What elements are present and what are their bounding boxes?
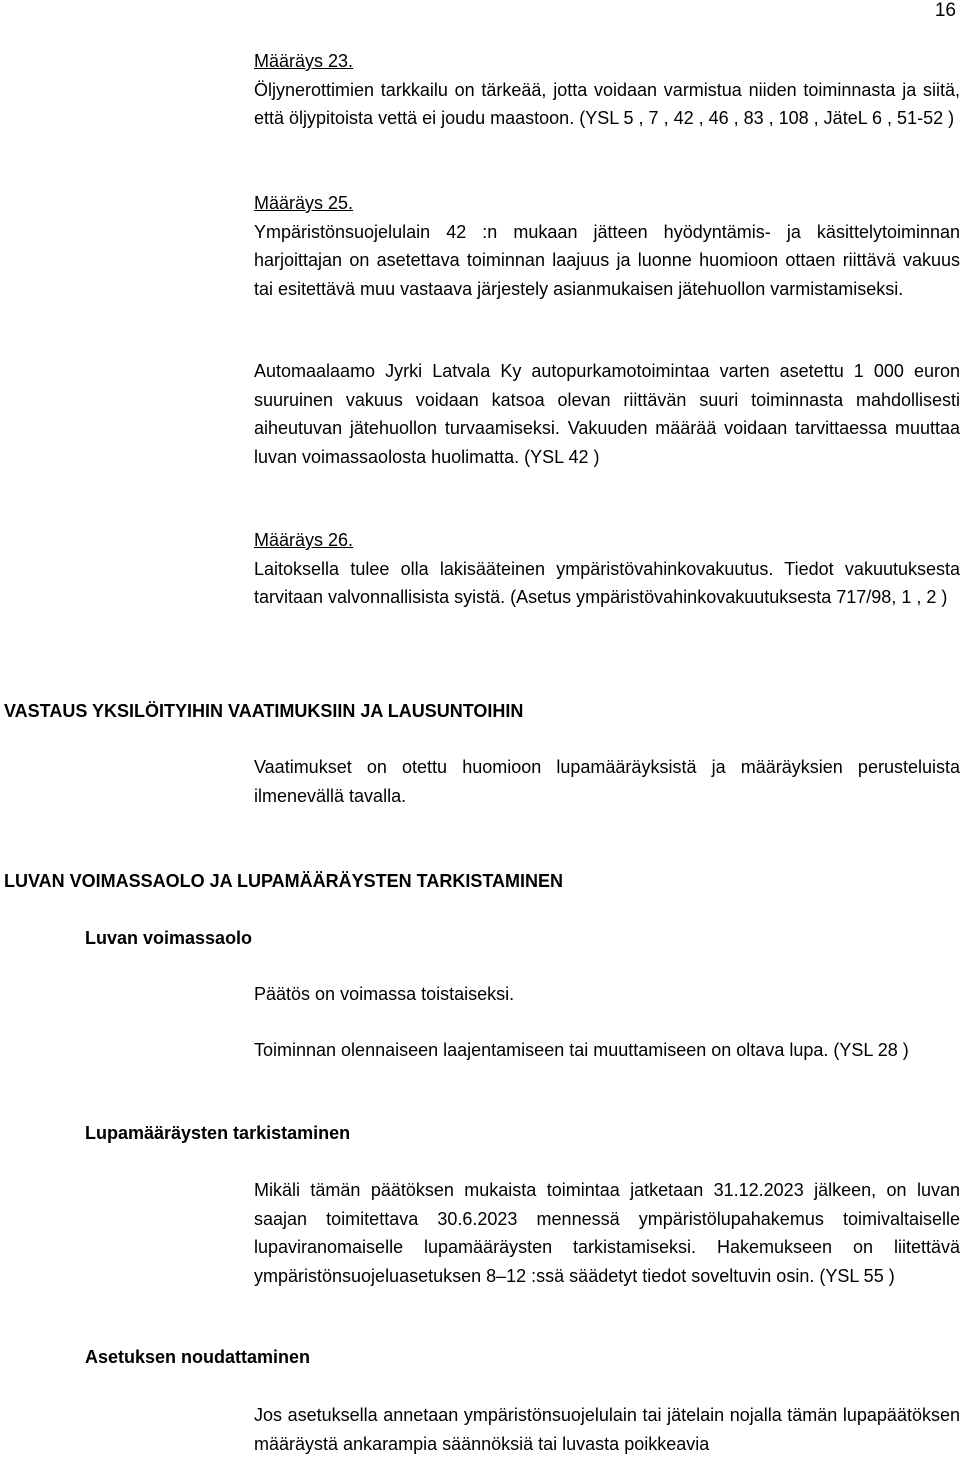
- luvan-heading: LUVAN VOIMASSAOLO JA LUPAMÄÄRÄYSTEN TARKISTAMINEN: [4, 871, 564, 891]
- maarays-26-text: Laitoksella tulee olla lakisääteinen ympäristövahinkovakuutus. Tiedot vakuutuksesta tarvitaan valvonnallisista syistä. (Asetus ympäristövahinkovakuutuksesta 717/98, 1 , 2 ): [254, 558, 960, 608]
- maarays-23-title: Määräys 23.: [254, 51, 354, 71]
- maarays-26-section: [254, 526, 960, 612]
- tarkistaminen-text-block: [254, 1176, 960, 1291]
- luvan-voimassaolo-heading: Luvan voimassaolo: [85, 928, 253, 948]
- maarays-23-text: Öljynerottimien tarkkailu on tärkeää, jotta voidaan varmistua niiden toiminnasta ja siitä, että öljypitoista vettä ei joudu maastoon. (YSL 5 , 7 , 42 , 46 , 83 , 108 , JäteL 6 , 51-52 ): [254, 79, 960, 129]
- voimassaolo-text-1: Päätös on voimassa toistaiseksi.: [254, 984, 515, 1004]
- voimassaolo-text-2-block: [254, 1036, 960, 1065]
- vastaus-text: Vaatimukset on otettu huomioon lupamääräyksistä ja määräyksien perusteluista ilmenevällä tavalla.: [254, 757, 960, 806]
- maarays-25-text: Ympäristönsuojelulain 42 :n mukaan jätteen hyödyntämis- ja käsittelytoiminnan harjoittajan on asetettava toiminnan laajuus ja luonne huomioon ottaen riittävä vakuus tai esitettävä muu vastaava järjestely asianmukaisen jätehuollon varmistamiseksi.: [254, 221, 960, 300]
- lupamaaraysten-tarkistaminen-heading: Lupamääräysten tarkistaminen: [85, 1123, 351, 1143]
- vastaus-heading: VASTAUS YKSILÖITYIHIN VAATIMUKSIIN JA LAUSUNTOIHIN: [4, 701, 524, 721]
- vastaus-text-block: [254, 753, 960, 810]
- maarays-25-text-2: Automaalaamo Jyrki Latvala Ky autopurkamotoimintaa varten asetettu 1 000 euron suuruinen vakuus voidaan katsoa olevan riittävän suuri toiminnasta mahdollisesti aiheutuvan jätehuollon turvaamiseksi. Vakuuden määrää voidaan tarvittaessa muuttaa luvan voimassaolosta huolimatta. (YSL 42 ): [254, 361, 960, 468]
- tarkistaminen-text: Mikäli tämän päätöksen mukaista toimintaa jatketaan 31.12.2023 jälkeen, on luvan saajan toimitettava 30.6.2023 mennessä ympäristölupahakemus toimivaltaiselle lupaviranomaiselle lupamääräysten tarkistamiseksi. Hakemukseen on liitettävä ympäristönsuojeluasetuksen 8–12 :ssä säädetyt tiedot soveltuvin osin. (YSL 55 ): [254, 1180, 960, 1287]
- maarays-25-section: [254, 189, 960, 304]
- page-number: 16: [934, 0, 956, 21]
- maarays-23-section: [254, 47, 960, 133]
- maarays-26-title: Määräys 26.: [254, 530, 354, 550]
- asetuksen-text-block: [254, 1401, 960, 1458]
- voimassaolo-text-1-block: [254, 980, 960, 1009]
- asetuksen-text: Jos asetuksella annetaan ympäristönsuojelulain tai jätelain nojalla tämän lupapäätöksen määräystä ankarampia säännöksiä tai luvasta poikkeavia: [254, 1405, 960, 1454]
- asetuksen-noudattaminen-heading: Asetuksen noudattaminen: [85, 1347, 311, 1367]
- voimassaolo-text-2: Toiminnan olennaiseen laajentamiseen tai muuttamiseen on oltava lupa. (YSL 28 ): [254, 1040, 909, 1060]
- maarays-25-title: Määräys 25.: [254, 193, 354, 213]
- maarays-25-text-2-block: [254, 357, 960, 472]
